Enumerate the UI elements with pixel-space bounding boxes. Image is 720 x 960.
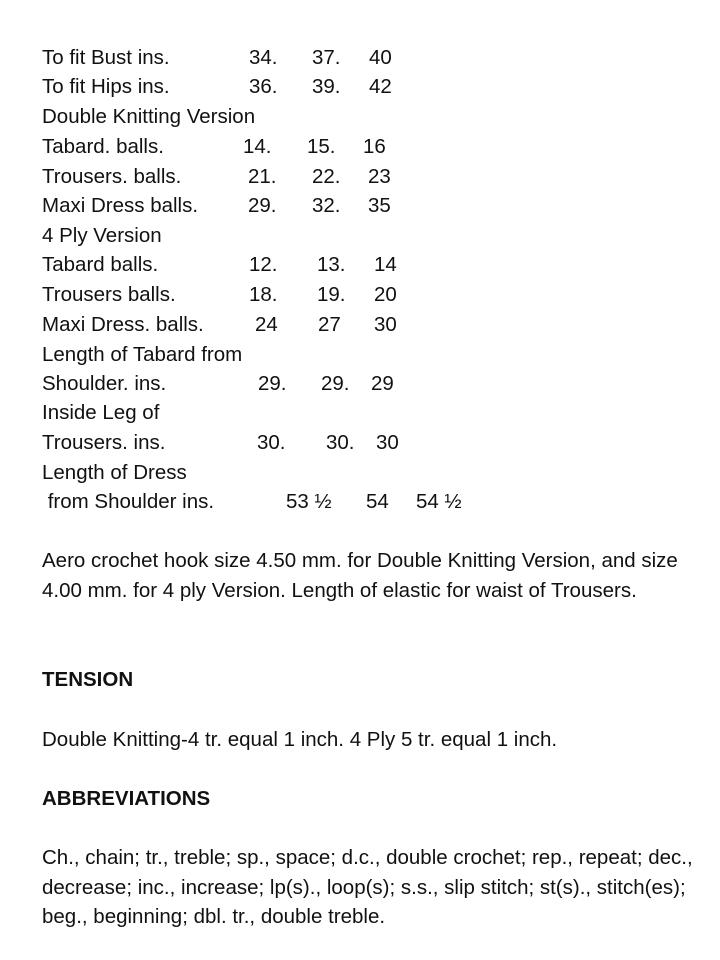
row-value: 30 — [374, 313, 397, 336]
size-row — [42, 428, 399, 458]
row-value: 20 — [374, 283, 397, 306]
row-value: 14 — [374, 253, 397, 276]
row-label: 4 Ply Version — [42, 224, 162, 247]
row-value: 21. — [248, 165, 277, 188]
row-label: Double Knitting Version — [42, 105, 256, 128]
row-label: To fit Hips ins. — [42, 75, 170, 98]
row-value: 39. — [312, 75, 341, 98]
tension-paragraph: Double Knitting-4 tr. equal 1 inch. 4 Ply 5 tr. equal 1 inch. — [42, 728, 558, 751]
tension-heading: TENSION — [42, 668, 134, 691]
size-row — [42, 487, 462, 517]
row-label: Tabard. balls. — [42, 135, 164, 158]
row-value: 29. — [248, 194, 277, 217]
row-value: 53 ½ — [286, 490, 332, 513]
row-value: 16 — [363, 135, 386, 158]
abbreviations-paragraph: Ch., chain; tr., treble; sp., space; d.c., double crochet; rep., repeat; dec., decrease; inc., increase; lp(s)., loop(s); s.s., slip stitch; st(s)., stitch(es); beg., beginning; dbl. tr., double treble. — [42, 846, 693, 928]
section-label — [42, 221, 162, 251]
row-value: 29. — [258, 372, 287, 395]
row-value: 15. — [307, 135, 336, 158]
size-row — [42, 191, 391, 221]
row-value: 30. — [257, 431, 286, 454]
row-value: 27 — [318, 313, 341, 336]
row-value: 32. — [312, 194, 341, 217]
materials-paragraph: Aero crochet hook size 4.50 mm. for Double Knitting Version, and size 4.00 mm. for 4 ply Version. Length of elastic for waist of Trousers. — [42, 549, 678, 602]
row-label: Trousers. ins. — [42, 431, 166, 454]
row-value: 40 — [369, 46, 392, 69]
row-value: 30. — [326, 431, 355, 454]
row-value: 13. — [317, 253, 346, 276]
row-label: Shoulder. ins. — [42, 372, 167, 395]
size-row — [42, 162, 391, 192]
row-label: Trousers balls. — [42, 283, 176, 306]
size-row — [42, 43, 392, 73]
row-label: Trousers. balls. — [42, 165, 182, 188]
row-label: from Shoulder ins. — [42, 490, 215, 513]
row-label: Length of Dress — [42, 461, 187, 484]
row-value: 23 — [368, 165, 391, 188]
size-row — [42, 250, 397, 280]
row-value: 34. — [249, 46, 278, 69]
row-value: 22. — [312, 165, 341, 188]
row-value: 54 — [366, 490, 389, 513]
row-label: Maxi Dress. balls. — [42, 313, 204, 336]
row-value: 36. — [249, 75, 278, 98]
row-value: 18. — [249, 283, 278, 306]
row-label: To fit Bust ins. — [42, 46, 170, 69]
size-row — [42, 132, 386, 162]
row-value: 54 ½ — [416, 490, 462, 513]
row-value: 30 — [376, 431, 399, 454]
row-value: 42 — [369, 75, 392, 98]
section-label — [42, 398, 159, 428]
row-value: 24 — [255, 313, 278, 336]
abbreviations-heading: ABBREVIATIONS — [42, 787, 211, 810]
row-label: Inside Leg of — [42, 401, 160, 424]
size-row — [42, 280, 397, 310]
size-row — [42, 72, 392, 102]
row-value: 29. — [321, 372, 350, 395]
size-row — [42, 369, 394, 399]
row-label: Tabard balls. — [42, 253, 159, 276]
section-label — [42, 458, 187, 488]
row-label: Maxi Dress balls. — [42, 194, 199, 217]
section-label — [42, 340, 242, 370]
row-value: 12. — [249, 253, 278, 276]
row-value: 29 — [371, 372, 394, 395]
row-value: 37. — [312, 46, 341, 69]
row-value: 35 — [368, 194, 391, 217]
row-value: 19. — [317, 283, 346, 306]
row-label: Length of Tabard from — [42, 343, 243, 366]
row-value: 14. — [243, 135, 272, 158]
size-row — [42, 310, 397, 340]
section-label — [42, 102, 255, 132]
